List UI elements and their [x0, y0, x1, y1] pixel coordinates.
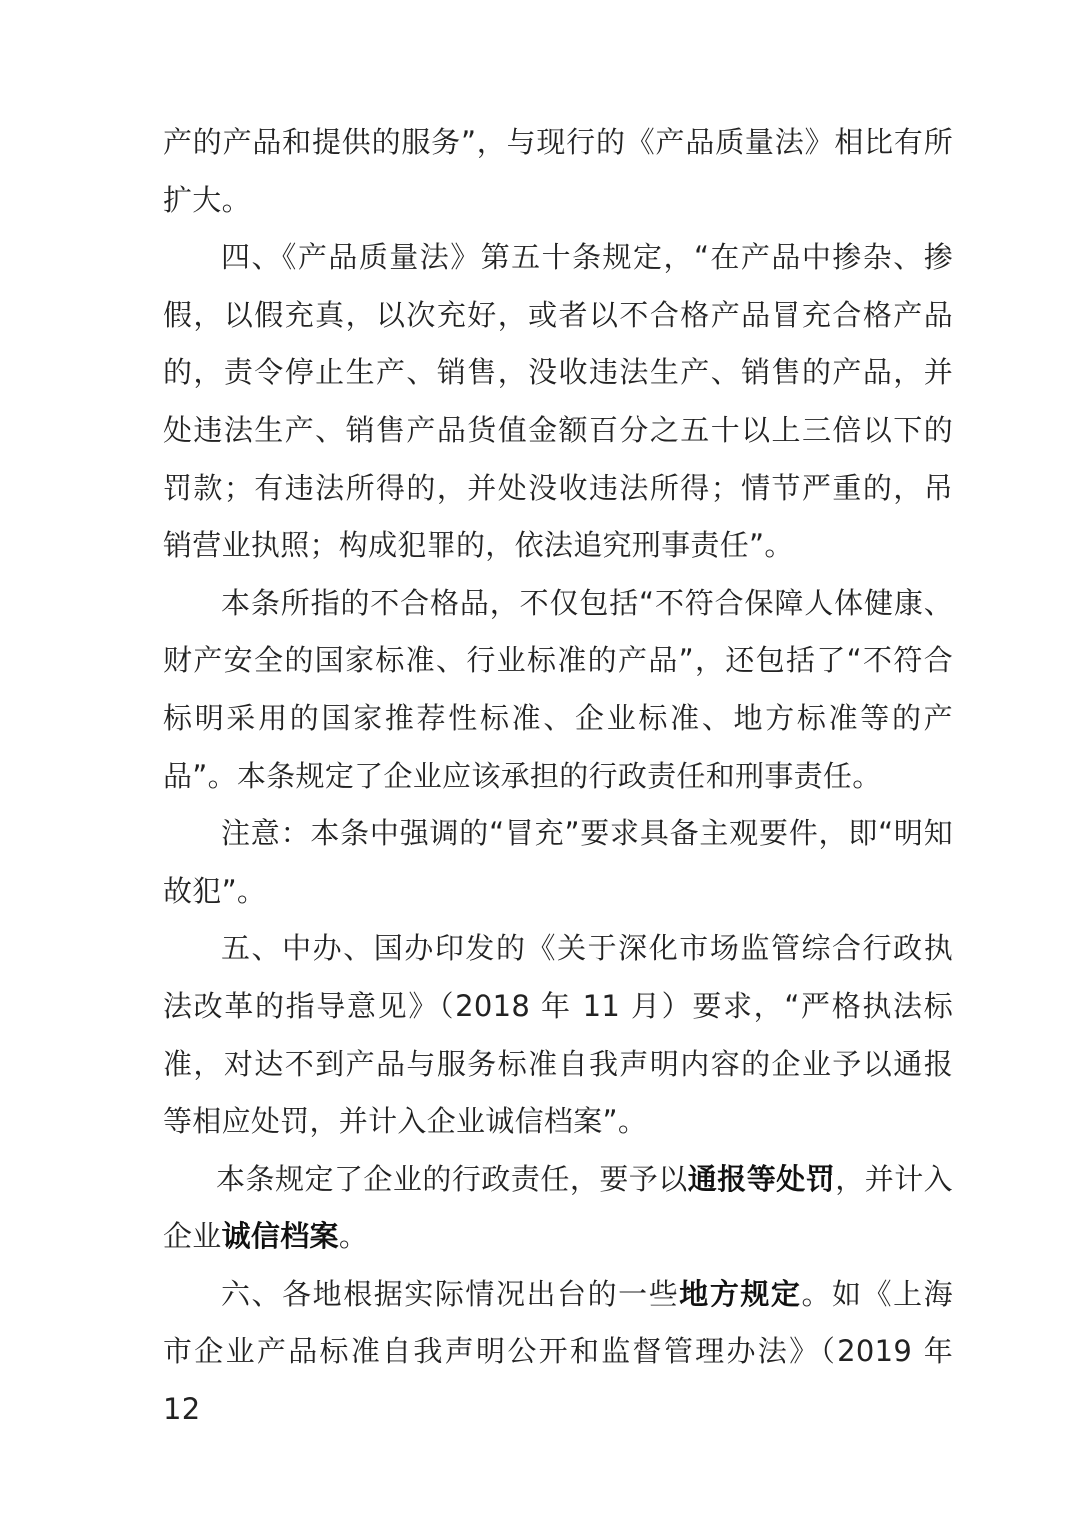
text-run: 。如《上海市企业产品标准自我声明公开和监督管理办法》（2019 年 12: [163, 1276, 953, 1427]
paragraph-continuation: 产的产品和提供的服务”，与现行的《产品质量法》相比有所扩大。: [163, 125, 953, 217]
paragraph-administrative-liability: [163, 1151, 953, 1266]
paragraph-article-50: 四、《产品质量法》第五十条规定，“在产品中掺杂、掺假，以假充真，以次充好，或者以不合格产品冒充合格产品的，责令停止生产、销售，没收违法生产、销售的产品，并处违法生产、销售产品货值金额百分之五十以上三倍以下的罚款；有违法所得的，并处没收违法所得；情节严重的，吊销营业执照；构成犯罪的，依法追究刑事责任”。: [163, 240, 953, 563]
text-run: 本条规定了企业的行政责任，要予以: [216, 1161, 688, 1196]
emphasis-local-regulations: 地方规定: [679, 1276, 802, 1311]
paragraph-nonconforming-products: 本条所指的不合格品，不仅包括“不符合保障人体健康、财产安全的国家标准、行业标准的产品”，还包括了“不符合标明采用的国家推荐性标准、企业标准、地方标准等的产品”。本条规定了企业应该承担的行政责任和刑事责任。: [163, 585, 953, 793]
text-run: ，并计入企业: [163, 1161, 953, 1254]
text-run: 六、各地根据实际情况出台的一些: [221, 1276, 680, 1311]
paragraph-note: 注意：本条中强调的“冒充”要求具备主观要件，即“明知故犯”。: [163, 816, 953, 908]
document-body: [163, 114, 953, 1439]
paragraph-guidance-opinion: 五、中办、国办印发的《关于深化市场监管综合行政执法改革的指导意见》（2018 年 11 月）要求，“严格执法标准，对达不到产品与服务标准自我声明内容的企业予以通报等相应处罚，并计入企业诚信档案”。: [163, 931, 953, 1139]
emphasis-credit-file: 诚信档案: [221, 1219, 339, 1254]
emphasis-notification-penalty: 通报等处罚: [687, 1161, 836, 1196]
paragraph-local-regulations: [163, 1266, 953, 1439]
text-run: 。: [338, 1219, 369, 1254]
